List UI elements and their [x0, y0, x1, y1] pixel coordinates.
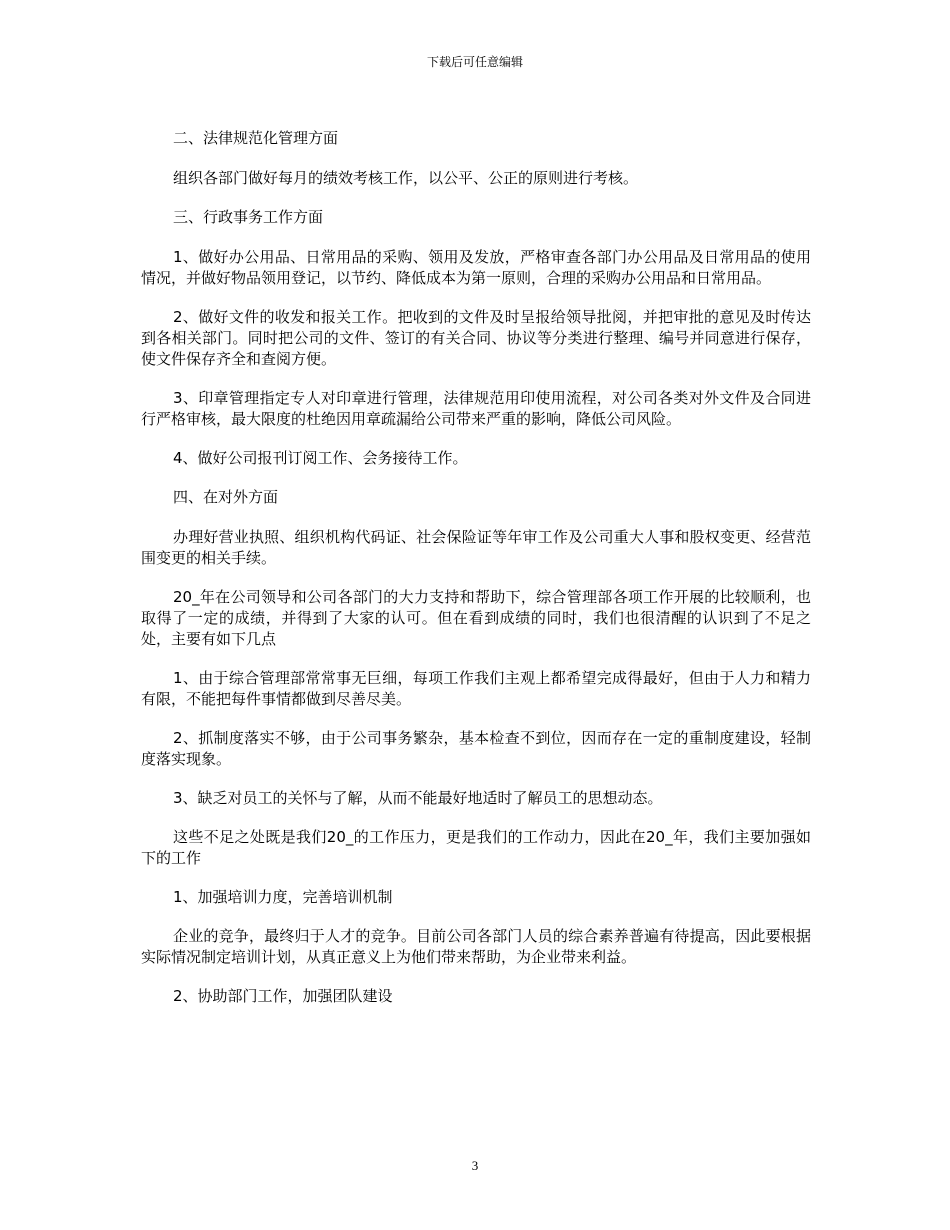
- document-body: [141, 128, 811, 1025]
- paragraph: 20_年在公司领导和公司各部门的大力支持和帮助下，综合管理部各项工作开展的比较顺利，也取得了一定的成绩，并得到了大家的认可。但在看到成绩的同时，我们也很清醒的认识到了不足之处，主要有如下几点: [141, 588, 811, 648]
- paragraph: 1、加强培训力度，完善培训机制: [173, 888, 393, 906]
- section-heading-legal: 二、法律规范化管理方面: [173, 129, 339, 147]
- paragraph: 4、做好公司报刊订阅工作、会务接待工作。: [173, 449, 468, 467]
- paragraph: 组织各部门做好每月的绩效考核工作，以公平、公正的原则进行考核。: [173, 169, 639, 187]
- section-heading-external: 四、在对外方面: [173, 488, 279, 506]
- paragraph: 2、抓制度落实不够，由于公司事务繁杂，基本检查不到位，因而存在一定的重制度建设，轻制度落实现象。: [141, 729, 811, 768]
- section-heading-admin: 三、行政事务工作方面: [173, 208, 324, 226]
- page-number: 3: [471, 1158, 479, 1173]
- paragraph: 3、缺乏对员工的关怀与了解，从而不能最好地适时了解员工的思想动态。: [173, 789, 663, 807]
- paragraph: 1、做好办公用品、日常用品的采购、领用及发放，严格审查各部门办公用品及日常用品的使用情况，并做好物品领用登记，以节约、降低成本为第一原则，合理的采购办公用品和日常用品。: [141, 248, 811, 287]
- paragraph: 3、印章管理指定专人对印章进行管理，法律规范用印使用流程，对公司各类对外文件及合同进行严格审核，最大限度的杜绝因用章疏漏给公司带来严重的影响，降低公司风险。: [141, 389, 811, 428]
- page-header: 下载后可任意编辑: [426, 55, 523, 69]
- paragraph: 2、做好文件的收发和报关工作。把收到的文件及时呈报给领导批阅，并把审批的意见及时传达到各相关部门。同时把公司的文件、签订的有关合同、协议等分类进行整理、编号并同意进行保存，使文件保存齐全和查阅方便。: [141, 308, 811, 368]
- paragraph: 办理好营业执照、组织机构代码证、社会保险证等年审工作及公司重大人事和股权变更、经营范围变更的相关手续。: [141, 528, 811, 567]
- paragraph: 这些不足之处既是我们20_的工作压力，更是我们的工作动力，因此在20_年，我们主要加强如下的工作: [141, 828, 811, 867]
- paragraph: 2、协助部门工作，加强团队建设: [173, 987, 393, 1005]
- paragraph: 企业的竞争，最终归于人才的竞争。目前公司各部门人员的综合素养普遍有待提高，因此要根据实际情况制定培训计划，从真正意义上为他们带来帮助，为企业带来利益。: [141, 927, 811, 966]
- paragraph: 1、由于综合管理部常常事无巨细，每项工作我们主观上都希望完成得最好，但由于人力和精力有限，不能把每件事情都做到尽善尽美。: [141, 669, 811, 708]
